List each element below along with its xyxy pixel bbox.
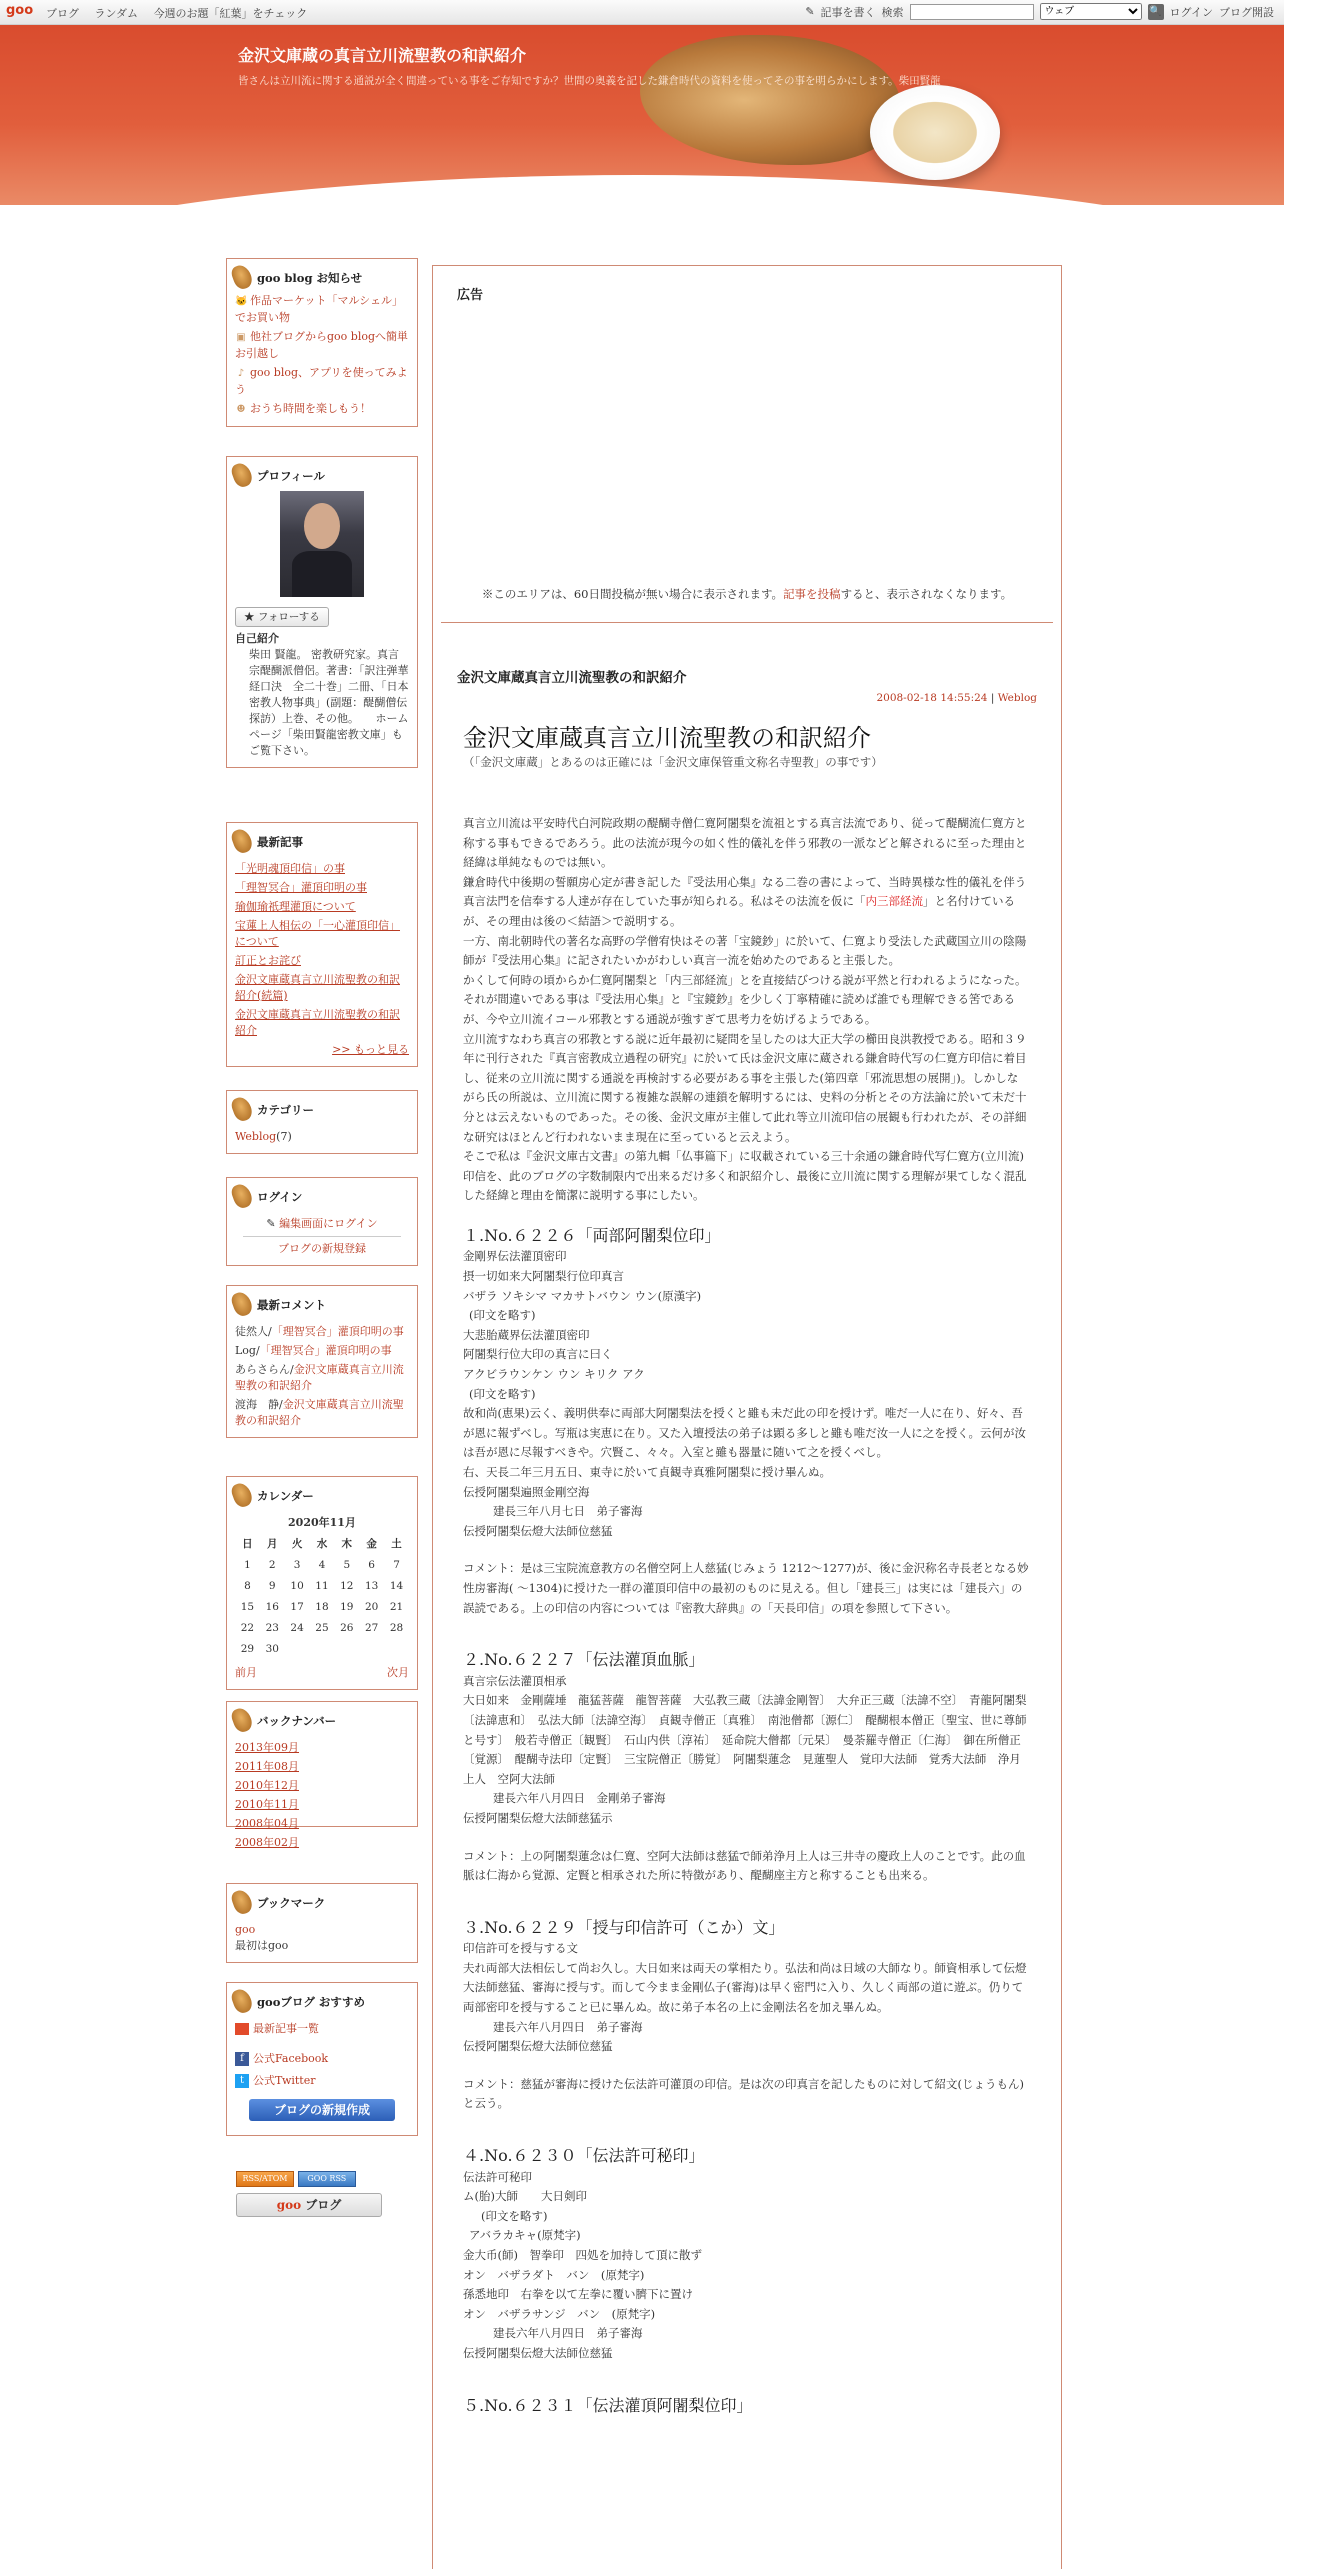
recent-post-link[interactable]: 訂正とお詫び: [235, 954, 301, 967]
calendar-week: 8 9 10 11 12 13 14: [244, 1579, 404, 1592]
intro-label: 自己紹介: [235, 632, 279, 645]
top-nav-blog[interactable]: ブログ: [46, 7, 79, 20]
section-line: オン バザラサンジ バン (原梵字): [463, 2306, 656, 2321]
notice-box: [226, 258, 418, 427]
more-posts-link[interactable]: >> もっと見る: [332, 1043, 409, 1056]
calendar-title: カレンダー: [227, 1483, 417, 1505]
recommend-item: f 公式Facebook: [235, 2051, 409, 2067]
section-gap: [463, 1886, 1029, 1904]
recommend-item: 最新記事一覧: [235, 2021, 409, 2037]
recent-post-link[interactable]: 金沢文庫蔵真言立川流聖教の和訳紹介(続篇): [235, 973, 400, 1002]
section-line: (印文を略す): [481, 2208, 548, 2223]
bread-basket-image: [640, 35, 900, 165]
intro-paragraphs: [463, 814, 1029, 1206]
section-heading: ４.No.６２３０「伝法許可秘印」: [463, 2146, 705, 2166]
section-line: オン バザラダト バン (原梵字): [463, 2267, 645, 2282]
profile-title: プロフィール: [227, 463, 417, 485]
edit-login-link[interactable]: 編集画面にログイン: [279, 1217, 378, 1230]
new-blog-register-link[interactable]: ブログの新規登録: [278, 1242, 366, 1255]
comment-item: Log/「理智冥合」灌頂印明の事: [235, 1344, 392, 1357]
blog-header: [0, 25, 1284, 205]
twitter-icon: t: [235, 2074, 249, 2088]
section-heading: １.No.６２２６「両部阿闍梨位印」: [463, 1225, 721, 1245]
intro-paragraph: かくして何時の頃からか仁寛阿闍梨と「内三部経流」とを直接結びつける説が平然と行われるようになった。それが間違いである事は『受法用心集』と『宝鏡鈔』を少しく丁寧精確に読めば誰でも理解できる筈であるが、今や立川流イコール邪教とする通説が強すぎて思考力を妨げるようである。: [463, 972, 1027, 1026]
star-icon: ★: [244, 611, 258, 623]
backnumber-link[interactable]: 2011年08月: [235, 1760, 299, 1773]
login-link[interactable]: ログイン: [1169, 5, 1213, 19]
profile-box: [226, 456, 418, 768]
section-line: (印文を略す): [469, 1386, 536, 1401]
recent-icon: [235, 2023, 249, 2035]
category-title: カテゴリー: [227, 1097, 417, 1119]
section-line: 大悲胎蔵界伝法灌頂密印: [463, 1327, 590, 1342]
create-blog-button[interactable]: ブログの新規作成: [249, 2099, 395, 2121]
section-gap: [463, 1618, 1029, 1636]
recommend-box: [226, 1982, 418, 2136]
next-month-link[interactable]: 次月: [387, 1666, 409, 1679]
post-article-link[interactable]: 記事を投稿: [783, 587, 841, 601]
backnumber-title: バックナンバー: [227, 1708, 417, 1730]
section-line: 建長六年八月四日 弟子審海: [493, 2019, 643, 2034]
section-line: 孫悉地印 右拳を以て左拳に覆い臍下に置け: [463, 2287, 693, 2302]
section-line: 故和尚(恵果)云く、義明供奉に両部大阿闍梨法を授くと雖も未だ此の印を授けず。唯だ一人に在り、好々、吾が恩に報ずべし。写瓶は実恵に在り。又た入壇授法の弟子は顕る多しと雖も唯だ汝一人に之を授く。云何が汝は吾が恩に尽報すべきや。穴賢こ、々々。入室と雖も器量に随いて之を授くべし。: [463, 1406, 1027, 1460]
section-line: 阿闍梨行位大印の真言に曰く: [463, 1347, 613, 1362]
login-box: [226, 1177, 418, 1266]
recent-post-link[interactable]: 「理智冥合」灌頂印明の事: [235, 881, 367, 894]
recent-post-link[interactable]: 「光明魂頂印信」の事: [235, 862, 345, 875]
bookmark-desc: 最初はgoo: [235, 1939, 289, 1952]
comment-item: 徒然人/「理智冥合」灌頂印明の事: [235, 1325, 404, 1338]
post-meta: 2008-02-18 14:55:24 | Weblog: [876, 692, 1037, 704]
top-nav: [46, 5, 319, 21]
article-body: [463, 814, 1029, 2417]
calendar-week: 29 30: [240, 1642, 279, 1655]
section-line: 印信許可を授与する文: [463, 1941, 578, 1956]
intro-paragraph: 立川流すなわち真言の邪教とする説に近年最初に疑問を呈したのは大正大学の櫛田良洪教授である。昭和３９年に刊行された『真言密教成立過程の研究』に於いて氏は金沢文庫に蔵される鎌倉時代写の仁寛方印信に着目し、従来の立川流に関する通説を再検討する必要がある事を主張した(第四章「邪流思想の展開」)。しかしながら氏の所説は、立川流に関する複雑な誤解の連鎖を解明するには、史料の分析とその方法論に於いて未だ十分とは云えないものであった。その後、金沢文庫が主催して此れ等立川流印信の展観も行われたが、その詳細な研究はほとんど行われないまま現在に至っていると云えよう。: [463, 1031, 1027, 1144]
search-scope-select[interactable]: [1040, 3, 1142, 20]
tea-cup-image: [870, 85, 1000, 180]
main-content: [432, 265, 1062, 2569]
section-line: 伝法許可秘印: [463, 2169, 532, 2184]
post-title[interactable]: 金沢文庫蔵真言立川流聖教の和訳紹介: [457, 670, 687, 686]
recommend-title: gooブログ おすすめ: [227, 1989, 417, 2011]
backnumber-link[interactable]: 2008年02月: [235, 1836, 299, 1849]
calendar-month: 2020年11月: [288, 1516, 356, 1529]
write-post-link[interactable]: 記事を書く: [820, 5, 876, 19]
section-line: バザラ ソキシマ マカサトバウン ウン(原漢字): [463, 1288, 702, 1303]
notice-item[interactable]: ▣ 他社ブログからgoo blogへ簡単お引越し: [235, 330, 409, 360]
section-line: 真言宗伝法灌頂相承: [463, 1673, 567, 1688]
follow-button[interactable]: ★ フォローする: [235, 607, 329, 627]
notice-item[interactable]: 🐱 作品マーケット「マルシェル」でお買い物: [235, 294, 403, 324]
intro-text: 柴田 賢龍。 密教研究家。真言宗醍醐派僧侶。著書：「訳注弹華経口決 全二十巻」二冊、「日本密教人物事典」(副題：醍醐僧伝探訪）上巻、その他。 ホームページ「柴田賢龍密教文庫」もご覧下さい。: [249, 648, 409, 757]
top-nav-random[interactable]: ランダム: [94, 7, 139, 20]
article-sections: [463, 1206, 1029, 2415]
open-blog-link[interactable]: ブログ開設: [1219, 5, 1274, 19]
bookmark-link[interactable]: goo: [235, 1923, 256, 1936]
section-line: 伝授阿闍梨伝燈大法師位慈猛: [463, 1523, 613, 1538]
comment-item: 渡海 静/金沢文庫蔵真言立川流聖教の和訳紹介: [235, 1398, 404, 1427]
facebook-icon: f: [235, 2052, 249, 2066]
section-gap: [463, 1829, 1029, 1847]
section-line: コメント：上の阿闍梨蓮念は仁寛、空阿大法師は慈猛で師弟浄月上人は三井寺の慶政上人のことです。此の血脈は仁海から覚源、定賢と相承された所に特徴があり、醍醐座主方と称することも出来る。: [463, 1848, 1026, 1883]
section-line: 右、天長二年三月五日、東寺に於いて貞観寺真雅阿闍梨に授け畢んぬ。: [463, 1465, 831, 1479]
avatar[interactable]: [280, 491, 364, 597]
calendar-week: 15 16 17 18 19 20 21: [240, 1600, 404, 1613]
search-label: 検索: [881, 5, 904, 19]
divider: [441, 622, 1053, 623]
section-line: 金大币(師) 智拳印 四処を加持して頂に散ず: [463, 2248, 702, 2262]
comment-item: あらさらん/金沢文庫蔵真言立川流聖教の和訳紹介: [235, 1363, 404, 1392]
recommend-item: t 公式Twitter: [235, 2073, 409, 2089]
cat-icon: 🐱: [235, 296, 248, 307]
blog-description: 皆さんは立川流に関する通説が全く間違っている事をご存知ですか？世間の奥義を記した鎌倉時代の資料を使ってその事を明らかにします。柴田賢龍: [238, 75, 941, 87]
article-subnote: （「金沢文庫蔵」とあるのは正確には「金沢文庫保管重文称名寺聖教」の事です）: [463, 755, 883, 769]
blog-title[interactable]: 金沢文庫蔵の真言立川流聖教の和訳紹介: [238, 46, 527, 65]
section-line: 夫れ両部大法相伝して尚お久し。大日如来は両天の掌相たり。弘法和尚は日域の大師なり。師資相承して伝燈大法師慈猛、審海に授与す。而して今まま金剛仏子(審海)は早く密門に入り、久しく両部の道に遊ぶ。仍りて両部密印を授与すること已に畢んぬ。故に弟子本名の上に金剛法名を加え畢んぬ。: [463, 1960, 1027, 2015]
category-item[interactable]: Weblog(7): [235, 1130, 292, 1143]
section-gap: [463, 1206, 1029, 1212]
section-line: 建長三年八月七日 弟子審海: [493, 1504, 643, 1519]
calendar-week: 1 2 3 4 5 6 7: [244, 1558, 400, 1571]
section-line: コメント：慈猛が審海に授けた伝法許可灌頂の印信。是は次の印真言を記したものに対して紹文(じょうもん)と云う。: [463, 2076, 1024, 2111]
pencil-icon: ✎: [805, 5, 815, 18]
recent-post-link[interactable]: 宝蓮上人相伝の「一心灌頂印信」について: [235, 919, 400, 948]
backnumber-link[interactable]: 2010年11月: [235, 1798, 299, 1811]
calendar-table: 日 月 火 水 木 金 土 1 2 3 4 5 6 7 8 9 10 11 12 13 14 15 16 17 18 19 20 21 22 23 24 25 26 27 28 29 30: [235, 1533, 409, 1659]
feed-badges: [236, 2170, 382, 2217]
goo-rss-badge[interactable]: GOO RSS: [298, 2171, 356, 2187]
edit-login-row: [243, 1216, 401, 1237]
rss-badge[interactable]: RSS/ATOM: [236, 2171, 294, 2187]
top-bar-right: [805, 3, 1274, 20]
section-line: 建長六年八月四日 金剛弟子審海: [493, 1791, 666, 1806]
intro-paragraph: 鎌倉時代中後期の誓願房心定が書き記した『受法用心集』なる二巻の書によって、当時異様な性的儀礼を伴う真言法門を信奉する人達が存在していた事が知られる。私はその法流を仮に「内三部経流」と名付けているが、その理由は後の＜結語＞で説明する。: [463, 874, 1027, 928]
section-line: コメント：是は三宝院流意教方の名僧空阿上人慈猛(じみょう 1212～1277)が、後に金沢称名寺長老となる妙性房審海( ～1304)に授けた一群の灌頂印信中の最初のものに見える。但し「建長三」は実には「建長六」の誤読である。上の印信の内容については『密教大辞典』の「天長印信」の項を参照して下さい。: [463, 1561, 1029, 1615]
section-line: 伝授阿闍梨伝燈大法師位慈猛: [463, 2345, 613, 2360]
smile-icon: ☻: [236, 404, 246, 415]
section-gap: [463, 1541, 1029, 1559]
recent-comments-box: [226, 1285, 418, 1438]
search-input[interactable]: [910, 4, 1034, 20]
article-heading: 金沢文庫蔵真言立川流聖教の和訳紹介: [463, 724, 871, 752]
section-line: ム(胎)大師 大日剣印: [463, 2189, 587, 2204]
search-icon[interactable]: 🔍: [1148, 4, 1164, 20]
notice-item[interactable]: ♪ goo blog、アプリを使ってみよう: [235, 366, 408, 396]
post-category-link[interactable]: Weblog: [997, 692, 1037, 704]
section-line: (印文を略す): [469, 1308, 536, 1323]
calendar-box: [226, 1476, 418, 1690]
intro-paragraph: そこで私は『金沢文庫古文書』の第九輯「仏事篇下」に収載されている三十余通の鎌倉時代写仁寛方(立川流)印信を、此のブログの字数制限内で出来るだけ多く和訳紹介し、最後に立川流に関する理解が果てしなく混乱した経緯と理由を簡潔に説明する事にしたい。: [463, 1149, 1027, 1203]
calendar-week: 22 23 24 25 26 27 28: [240, 1621, 404, 1634]
recent-post-link[interactable]: 金沢文庫蔵真言立川流聖教の和訳紹介: [235, 1008, 400, 1037]
backnumber-link[interactable]: 2010年12月: [235, 1779, 299, 1792]
section-line: 建長六年八月四日 弟子審海: [493, 2326, 643, 2341]
pencil-icon: ✎: [266, 1217, 280, 1230]
backnumber-link[interactable]: 2008年04月: [235, 1817, 299, 1830]
notice-title: goo blog お知らせ: [227, 265, 417, 287]
section-line: 金剛界伝法灌頂密印: [463, 1249, 567, 1264]
category-box: [226, 1090, 418, 1154]
intro-paragraph: 真言立川流は平安時代白河院政期の醍醐寺僧仁寛阿闍梨を流祖とする真言法流であり、従って醍醐流仁寛方と称する事もできるであろう。此の法流が現今の如く性的儀礼を伴う邪教の一派などと解されるに至った理由と経緯は単純なものでは無い。: [463, 816, 1027, 870]
section-gap: [463, 2364, 1029, 2382]
backnumber-link[interactable]: 2013年09月: [235, 1741, 299, 1754]
section-heading: ５.No.６２３１「伝法灌頂阿闍梨位印」: [463, 2395, 753, 2415]
section-heading: ２.No.６２２７「伝法灌頂血脈」: [463, 1650, 705, 1670]
login-box-title: ログイン: [227, 1184, 417, 1206]
ad-note: ※このエリアは、60日間投稿が無い場合に表示されます。記事を投稿すると、表示されなくなります。: [481, 587, 1013, 601]
section-heading: ３.No.６２２９「授与印信許可（こか）文」: [463, 1917, 785, 1937]
section-line: 大日如来 金剛薩埵 龍猛菩薩 龍智菩薩 大弘教三蔵〔法諱金剛智〕 大弁正三蔵〔法諱不空〕 青龍阿闍梨〔法諱恵和〕 弘法大師〔法諱空海〕 貞観寺僧正〔真雅〕 南池僧都〔源仁〕 醍醐根本僧正〔聖宝、世に尊師と号す〕 般若寺僧正〔観賢〕 石山内供〔淳祐〕 延命院大僧都〔元杲〕 曼荼羅寺僧正〔仁海〕 御在所僧正〔覚源〕 醍醐寺法印〔定賢〕 三宝院僧正〔勝覚〕 阿闍梨蓮念 見蓮聖人 覚印大法師 覚秀大法師 浄月上人 空阿大法師: [463, 1693, 1027, 1786]
recent-comments-title: 最新コメント: [227, 1292, 417, 1314]
section-line: アクビラウンケン ウン キリク アク: [463, 1367, 645, 1382]
recent-post-link[interactable]: 瑜伽瑜祇理灌頂について: [235, 900, 356, 913]
section-gap: [463, 2057, 1029, 2075]
section-line: 伝授阿闍梨伝燈大法師位慈猛: [463, 2039, 613, 2054]
intro-paragraph: 一方、南北朝時代の著名な高野の学僧宥快はその著「宝鏡鈔」に於いて、仁寛より受法した武蔵国立川の陰陽師が『受法用心集』に記されたいかがわしい真言一流を始めたのであると主張した。: [463, 933, 1027, 968]
calendar-nav: [235, 1665, 409, 1681]
post-date-link[interactable]: 2008-02-18 14:55:24: [876, 692, 988, 704]
goo-top-bar: [0, 0, 1284, 25]
goo-blog-badge[interactable]: goo ブログ: [236, 2193, 382, 2217]
ad-title: 広告: [457, 288, 484, 303]
recent-posts-title: 最新記事: [227, 829, 417, 851]
top-nav-weekly-topic[interactable]: 今週のお題「紅葉」をチェック: [153, 7, 308, 20]
bookmark-title: ブックマーク: [227, 1890, 417, 1912]
section-line: 伝授阿闍梨遍照金剛空海: [463, 1484, 590, 1499]
box-icon: ▣: [236, 332, 246, 343]
recent-posts-box: [226, 822, 418, 1067]
section-line: 伝授阿闍梨伝燈大法師慈猛示: [463, 1810, 613, 1825]
backnumber-box: [226, 1701, 418, 1849]
section-gap: [463, 2114, 1029, 2132]
goo-logo[interactable]: goo: [6, 3, 34, 18]
prev-month-link[interactable]: 前月: [235, 1666, 257, 1679]
bookmark-box: [226, 1883, 418, 1963]
section-line: アバラカキャ(原梵字): [469, 2228, 581, 2243]
notice-item[interactable]: ☻ おうち時間を楽しもう！: [235, 401, 409, 418]
section-line: 摂一切如来大阿闍梨行位印真言: [463, 1269, 624, 1284]
music-icon: ♪: [237, 368, 245, 379]
